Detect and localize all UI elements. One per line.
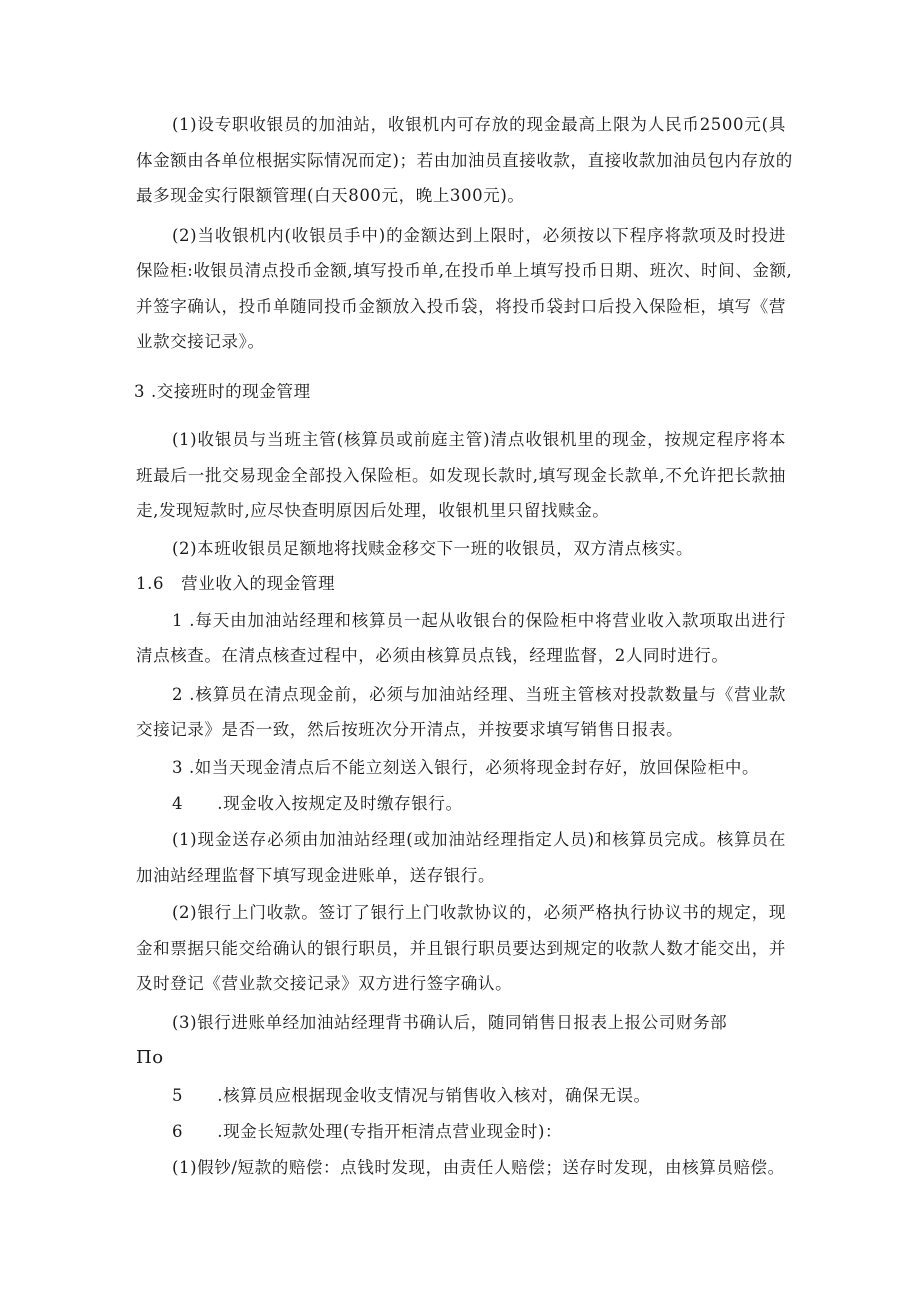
section-heading-3: 3 .交接班时的现金管理 [134, 382, 311, 401]
para-3-line-2: 班最后一批交易现金全部投入保险柜。如发现长款时,填写现金长款单,不允许把长款抽 [136, 466, 786, 485]
para-8-line-1: 4 .现金收入按规定及时缴存银行。 [172, 794, 463, 813]
para-10-line-1: (2)银行上门收款。签订了银行上门收款协议的，必须严格执行协议书的规定，现 [172, 903, 786, 922]
para-13-line-1: 6 .现金长短款处理(专指开柜清点营业现金时)： [172, 1122, 563, 1141]
para-3-line-1: (1)收银员与当班主管(核算员或前庭主管)清点收银机里的现金，按规定程序将本 [172, 430, 786, 449]
para-7-line-1: 3 .如当天现金清点后不能立刻送入银行，必须将现金封存好，放回保险柜中。 [172, 758, 760, 777]
para-3-line-3: 走,发现短款时,应尽快查明原因后处理，收银机里只留找赎金。 [136, 501, 610, 520]
para-5-line-1: 1 .每天由加油站经理和核算员一起从收银台的保险柜中将营业收入款项取出进行 [172, 611, 786, 630]
para-2-line-3: 并签字确认，投币单随同投币金额放入投币袋，将投币袋封口后投入保险柜，填写《营 [136, 297, 786, 316]
para-10-line-2: 金和票据只能交给确认的银行职员，并且银行职员要达到规定的收款人数才能交出，并 [136, 939, 786, 958]
para-1-line-3: 最多现金实行限额管理(白天800元，晚上300元)。 [136, 186, 525, 205]
section-heading-1-6: 1.6 营业收入的现金管理 [136, 574, 336, 593]
para-9-line-2: 加油站经理监督下填写现金进账单，送存银行。 [136, 866, 496, 885]
para-2-line-1: (2)当收银机内(收银员手中)的金额达到上限时，必须按以下程序将款项及时投进 [172, 226, 786, 245]
para-2-line-4: 业款交接记录》。 [136, 332, 265, 351]
para-9-line-1: (1)现金送存必须由加油站经理(或加油站经理指定人员)和核算员完成。核算员在 [172, 830, 786, 849]
para-14-line-1: (1)假钞/短款的赔偿：点钱时发现，由责任人赔偿；送存时发现，由核算员赔偿。 [172, 1158, 785, 1177]
para-1-line-1: (1)设专职收银员的加油站，收银机内可存放的现金最高上限为人民币2500元(具 [172, 115, 786, 134]
para-1-line-2: 体金额由各单位根据实际情况而定)；若由加油员直接收款，直接收款加油员包内存放的 [136, 151, 793, 170]
para-4-line-1: (2)本班收银员足额地将找赎金移交下一班的收银员，双方清点核实。 [172, 539, 694, 558]
para-2-line-2: 保险柜:收银员清点投币金额,填写投币单,在投币单上填写投币日期、班次、时间、金额, [136, 261, 793, 280]
para-12-line-1: 5 .核算员应根据现金收支情况与销售收入核对，确保无误。 [172, 1086, 651, 1105]
para-10-line-3: 及时登记《营业款交接记录》双方进行签字确认。 [136, 974, 513, 993]
para-6-line-2: 交接记录》是否一致，然后按班次分开清点，并按要求填写销售日报表。 [136, 720, 684, 739]
para-11-line-2: Πo [136, 1047, 164, 1068]
para-6-line-1: 2 .核算员在清点现金前，必须与加油站经理、当班主管核对投款数量与《营业款 [172, 685, 786, 704]
para-5-line-2: 清点核查。在清点核查过程中，必须由核算员点钱，经理监督，2人同时进行。 [136, 646, 729, 665]
para-11-line-1: (3)银行进账单经加油站经理背书确认后，随同销售日报表上报公司财务部 [172, 1013, 728, 1032]
